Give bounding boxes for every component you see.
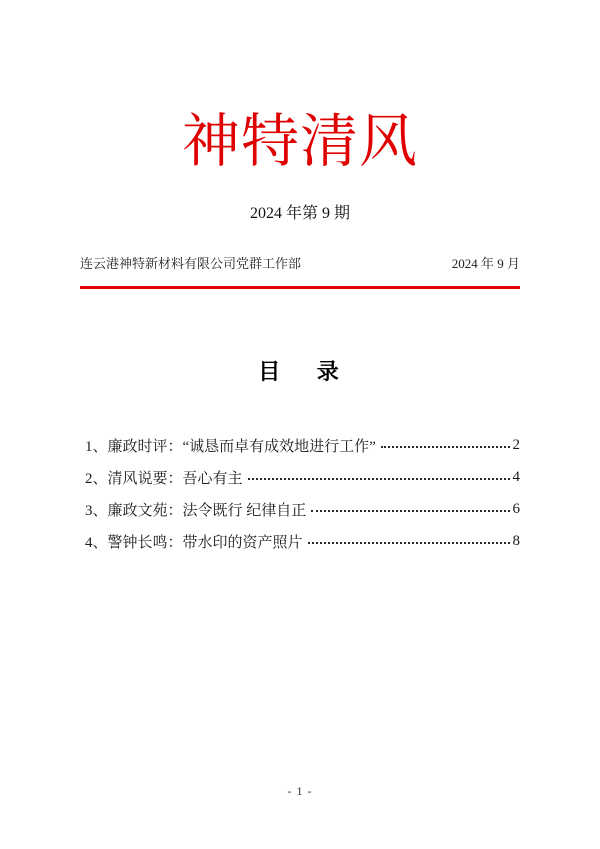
header-divider (80, 286, 520, 289)
dot-leader (308, 542, 510, 544)
toc-item-label: 4、警钟长鸣：带水印的资产照片 (85, 535, 303, 552)
publish-date: 2024 年 9 月 (451, 255, 520, 271)
toc-item (85, 462, 520, 494)
toc-item (85, 430, 520, 462)
toc-page-number: 2 (512, 437, 520, 454)
toc-item-label: 1、廉政时评：“诚恳而卓有成效地进行工作” (85, 439, 376, 456)
toc-page-number: 8 (512, 533, 520, 550)
newsletter-title: 神特清风 (181, 109, 418, 174)
toc-item-label: 3、廉政文苑：法令既行 纪律自正 (85, 503, 307, 520)
toc-item (85, 494, 520, 526)
page-number: - 1 - (287, 784, 313, 798)
toc-heading: 目 录 (258, 358, 342, 384)
publisher-name: 连云港神特新材料有限公司党群工作部 (80, 255, 302, 271)
table-of-contents (80, 430, 520, 558)
publisher-row (80, 253, 520, 272)
toc-page-number: 4 (512, 469, 520, 486)
toc-page-number: 6 (512, 501, 520, 518)
dot-leader (248, 478, 510, 480)
dot-leader (381, 446, 510, 448)
toc-item (85, 526, 520, 558)
toc-item-label: 2、清风说要：吾心有主 (85, 471, 243, 488)
issue-number: 2024 年第 9 期 (249, 204, 350, 222)
dot-leader (311, 510, 509, 512)
